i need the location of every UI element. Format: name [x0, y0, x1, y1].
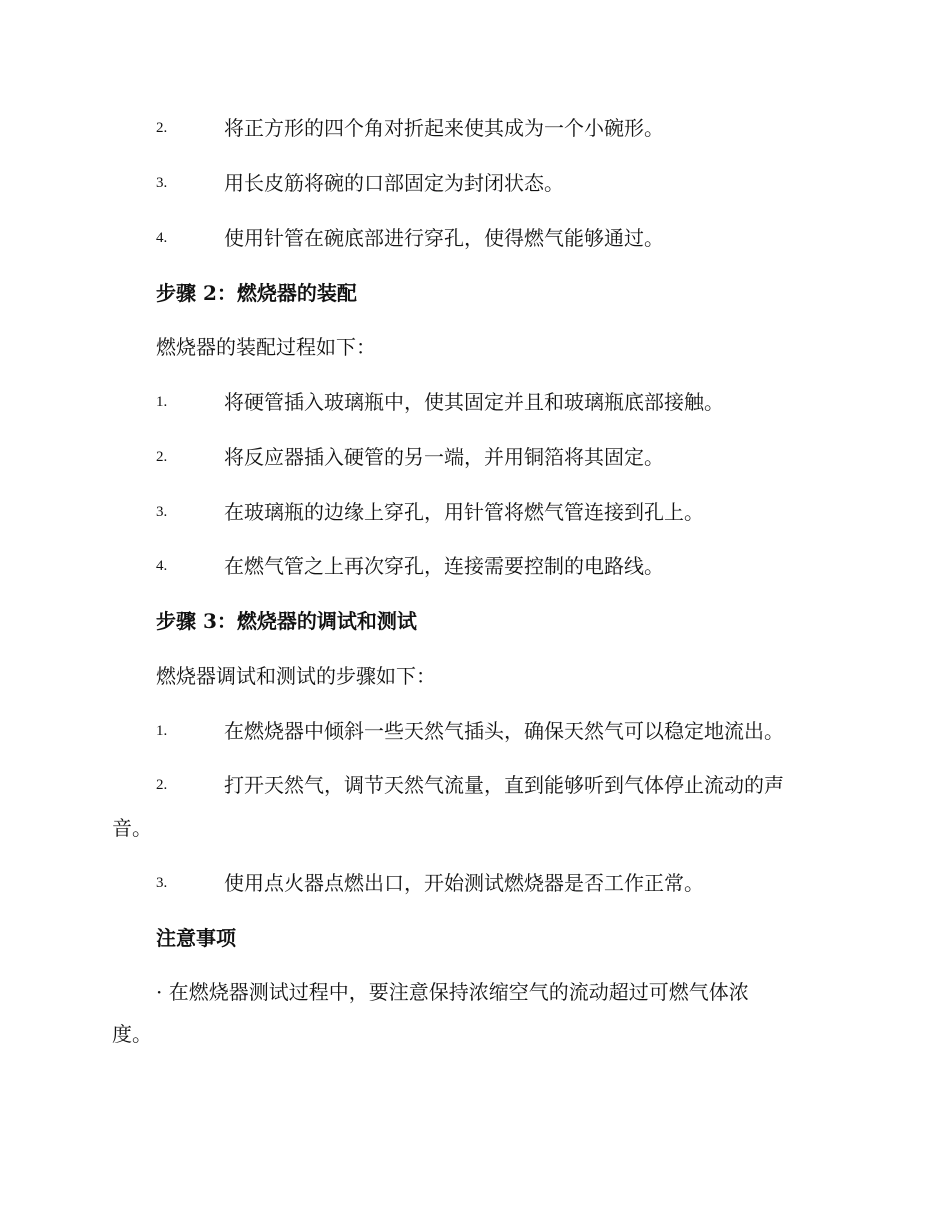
list-number: 3. [156, 504, 168, 520]
list-number: 4. [156, 558, 168, 574]
list-item-text: 在玻璃瓶的边缘上穿孔，用针管将燃气管连接到孔上。 [224, 500, 704, 524]
list-item-text: 打开天然气，调节天然气流量，直到能够听到气体停止流动的声 [224, 773, 784, 797]
notes-heading: 注意事项 [156, 926, 236, 950]
list-item-continuation: 音。 [112, 816, 152, 840]
list-item-text: 将硬管插入玻璃瓶中，使其固定并且和玻璃瓶底部接触。 [224, 390, 724, 414]
step3-heading: 步骤 3：燃烧器的调试和测试 [156, 609, 417, 633]
list-number: 4. [156, 230, 168, 246]
list-item-text: 使用点火器点燃出口，开始测试燃烧器是否工作正常。 [224, 871, 704, 895]
notes-bullet-line: · 在燃烧器测试过程中，要注意保持浓缩空气的流动超过可燃气体浓 [156, 980, 749, 1004]
list-number: 1. [156, 394, 168, 410]
list-item-text: 用长皮筋将碗的口部固定为封闭状态。 [224, 171, 564, 195]
list-number: 3. [156, 875, 168, 891]
list-item-text: 在燃气管之上再次穿孔，连接需要控制的电路线。 [224, 554, 664, 578]
list-number: 2. [156, 777, 168, 793]
list-number: 2. [156, 449, 168, 465]
list-item-text: 在燃烧器中倾斜一些天然气插头，确保天然气可以稳定地流出。 [224, 719, 784, 743]
list-number: 2. [156, 120, 168, 136]
list-item-text: 将正方形的四个角对折起来使其成为一个小碗形。 [224, 116, 664, 140]
step2-heading: 步骤 2：燃烧器的装配 [156, 281, 357, 305]
step2-intro: 燃烧器的装配过程如下： [156, 335, 376, 359]
list-item-text: 将反应器插入硬管的另一端，并用铜箔将其固定。 [224, 445, 664, 469]
list-number: 3. [156, 175, 168, 191]
list-item-text: 使用针管在碗底部进行穿孔，使得燃气能够通过。 [224, 226, 664, 250]
list-number: 1. [156, 723, 168, 739]
notes-bullet-continuation: 度。 [112, 1022, 152, 1046]
step3-intro: 燃烧器调试和测试的步骤如下： [156, 664, 436, 688]
